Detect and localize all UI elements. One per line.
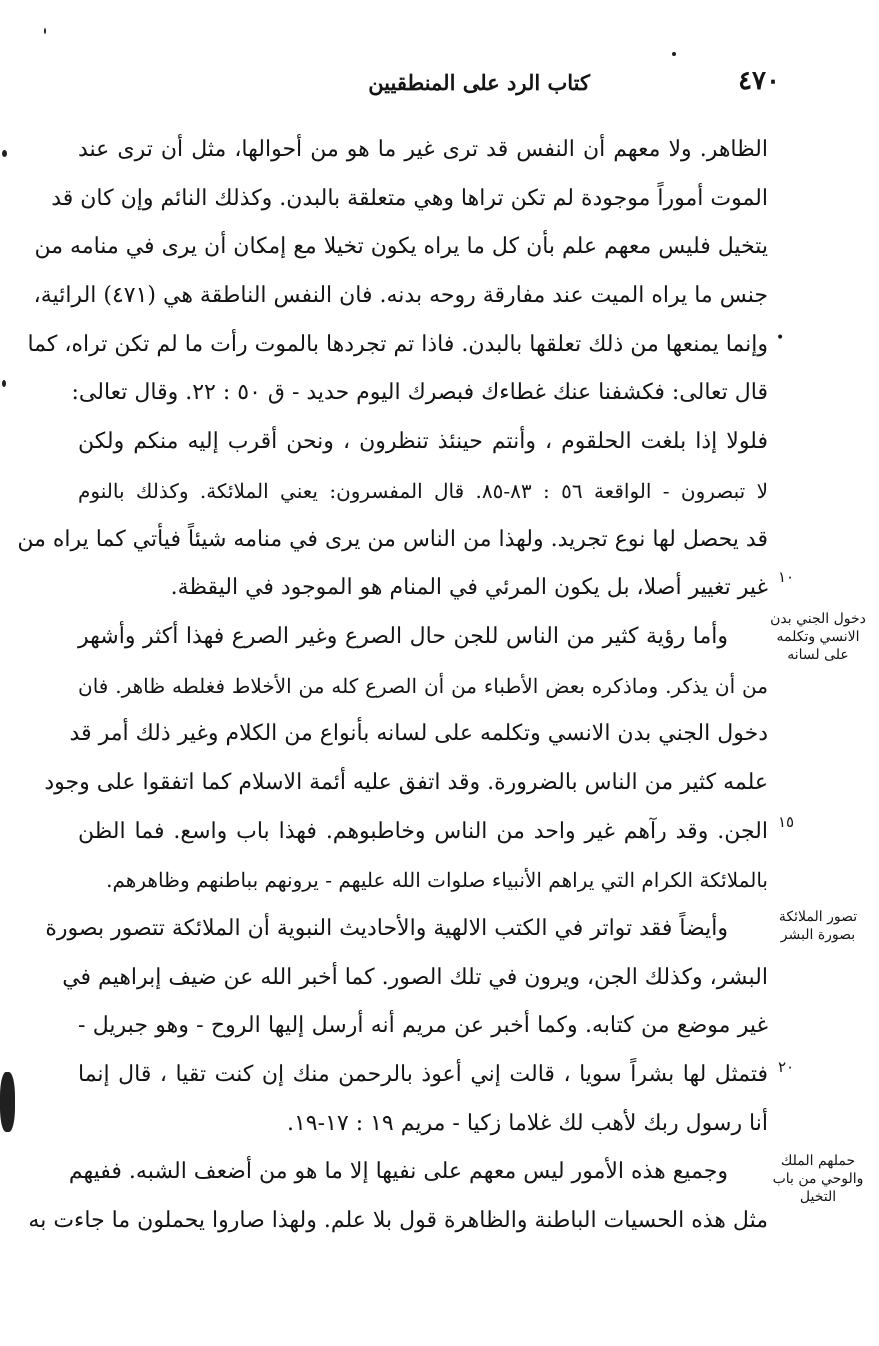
paragraph-1 bbox=[17, 126, 769, 613]
text-line: البشر، وكذلك الجن، ويرون في تلك الصور. كما أخبر الله عن ضيف إبراهيم في bbox=[62, 964, 768, 990]
page-header bbox=[300, 66, 780, 102]
text-line: غير تغيير أصلا، بل يكون المرئي في المنام هو الموجود في اليقظة. bbox=[170, 575, 768, 601]
paragraph-2 bbox=[44, 613, 768, 905]
page-number: ٤٧٠ bbox=[738, 66, 780, 96]
text-line: قد يحصل لها نوع تجريد. ولهذا من الناس من يرى في منامه شيئاً فيأتي كما يراه من bbox=[17, 526, 768, 552]
scan-speck bbox=[2, 150, 7, 157]
text-line: الموت أموراً موجودة لم تكن تراها وهي متعلقة بالبدن. وكذلك النائم وإن كان قد bbox=[51, 185, 768, 211]
line-number-15: ١٥ bbox=[778, 813, 795, 831]
text-line: فلولا إذا بلغت الحلقوم ، وأنتم حينئذ تنظرون ، ونحن أقرب إليه منكم ولكن bbox=[78, 429, 768, 455]
text-line: جنس ما يراه الميت عند مفارقة روحه بدنه. فان النفس الناطقة هي (٤٧١) الرائية، bbox=[33, 283, 768, 309]
running-title: كتاب الرد على المنطقيين bbox=[368, 70, 590, 95]
text-line: الظاهر. ولا معهم أن النفس قد ترى غير ما هو من أحوالها، مثل أن ترى عند bbox=[78, 137, 768, 162]
line-number-10: ١٠ bbox=[778, 568, 795, 586]
text-line: علمه كثير من الناس بالضرورة. وقد اتفق عليه أئمة الاسلام كما اتفقوا على وجود bbox=[44, 769, 768, 795]
paragraph-4 bbox=[28, 1148, 768, 1245]
scan-speck bbox=[44, 28, 46, 34]
text-line: وأما رؤية كثير من الناس للجن حال الصرع وغير الصرع فهذا أكثر وأشهر bbox=[78, 623, 728, 649]
text-line: وجميع هذه الأمور ليس معهم على نفيها إلا ما هو من أضعف الشبه. ففيهم bbox=[68, 1159, 728, 1185]
text-line: دخول الجني بدن الانسي وتكلمه على لسانه بأنواع من الكلام وغير ذلك أمر قد bbox=[69, 721, 768, 747]
text-line: غير موضع من كتابه. وكما أخبر عن مريم أنه أرسل إليها الروح - وهو جبريل - bbox=[78, 1013, 768, 1039]
margin-note-angels: تصور الملائكة بصورة البشر bbox=[778, 909, 858, 943]
text-line: قال تعالى: فكشفنا عنك غطاءك فبصرك اليوم حديد - ق ٥٠ : ٢٢. وقال تعالى: bbox=[71, 380, 768, 406]
bullet-mark: • bbox=[776, 330, 785, 346]
text-line: من أن يذكر. وماذكره بعض الأطباء من أن الصرع كله من الأخلاط فغلطه ظاهر. فان bbox=[78, 673, 768, 698]
text-line: فتمثل لها بشراً سويا ، قالت إني أعوذ بالرحمن منك إن كنت تقيا ، قال إنما bbox=[78, 1062, 768, 1088]
text-line: الجن. وقد رآهم غير واحد من الناس وخاطبوهم. فهذا باب واسع. فما الظن bbox=[78, 818, 768, 844]
text-line: مثل هذه الحسيات الباطنة والظاهرة قول بلا علم. ولهذا صاروا يحملون ما جاءت به bbox=[28, 1208, 768, 1234]
margin-note-jinn: دخول الجني بدن الانسي وتكلمه على لسانه bbox=[770, 611, 866, 663]
scan-speck bbox=[2, 380, 6, 387]
scan-blot bbox=[0, 1072, 15, 1132]
text-line: بالملائكة الكرام التي يراهم الأنبياء صلوات الله عليهم - يرونهم بباطنهم وظاهرهم. bbox=[106, 868, 768, 893]
margin-note-revelation: حملهم الملك والوحي من باب التخيل bbox=[772, 1153, 864, 1205]
scan-speck bbox=[672, 52, 676, 56]
text-line: وإنما يمنعها من ذلك تعلقها بالبدن. فاذا تم تجردها بالموت رأت ما لم تكن تراه، كما bbox=[27, 331, 768, 357]
line-number-20: ٢٠ bbox=[778, 1058, 795, 1076]
paragraph-3 bbox=[45, 905, 768, 1148]
main-text bbox=[17, 126, 769, 1246]
text-line: لا تبصرون - الواقعة ٥٦ : ٨٣-٨٥. قال المفسرون: يعني الملائكة. وكذلك بالنوم bbox=[78, 478, 769, 503]
text-line: وأيضاً فقد تواتر في الكتب الالهية والأحاديث النبوية أن الملائكة تتصور بصورة bbox=[45, 916, 728, 941]
text-line: أنا رسول ربك لأهب لك غلاما زكيا - مريم ١٩ : ١٧-١٩. bbox=[286, 1110, 768, 1136]
text-line: يتخيل فليس معهم علم بأن كل ما يراه يكون تخيلا مع إمكان أن يرى في منامه من bbox=[34, 234, 768, 260]
